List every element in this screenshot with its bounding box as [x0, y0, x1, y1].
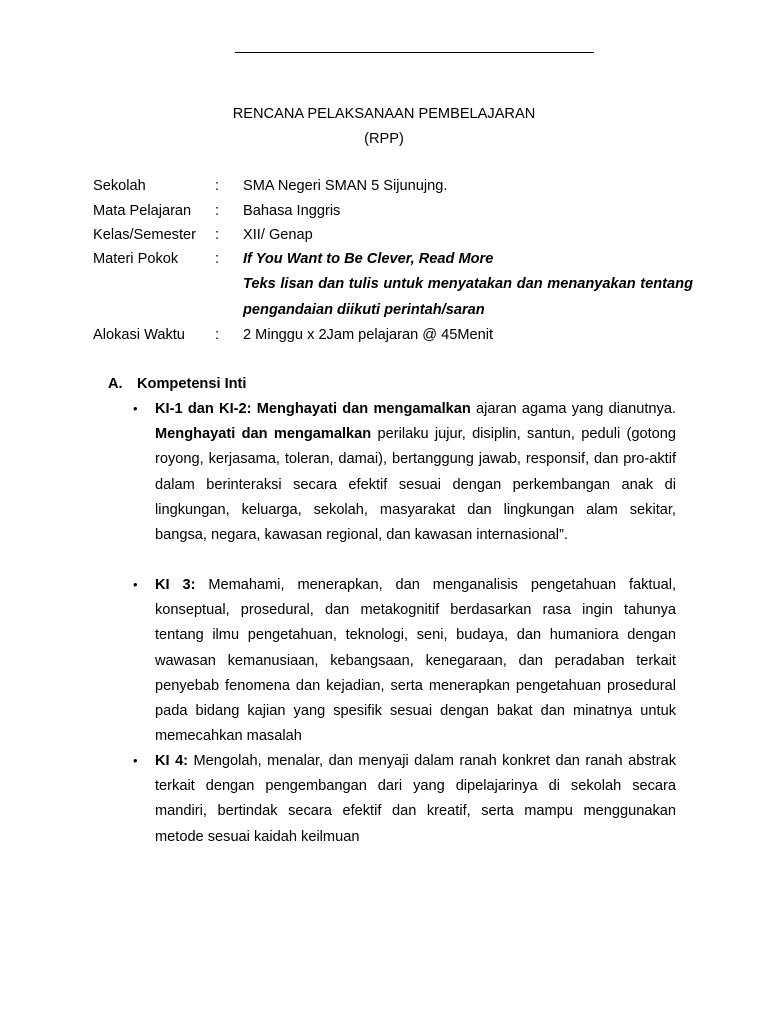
- identity-row-materi-pokok: [93, 247, 693, 272]
- identity-label: Sekolah: [93, 178, 146, 194]
- identity-label: Alokasi Waktu: [93, 327, 185, 343]
- identity-label: Kelas/Semester: [93, 227, 197, 243]
- identity-row-sekolah: [93, 174, 693, 199]
- ki-key: KI 3:: [155, 577, 196, 593]
- bullet-icon: •: [133, 577, 138, 592]
- ki-text: perilaku jujur, disiplin, santun, peduli (gotong royong, kerjasama, toleran, damai), bertanggung jawab, responsif, dan pro-aktif dalam berinteraksi secara efektif sesuai dengan perkembangan anak di lingkungan, keluarga, sekolah, masyarakat dan lingkungan alam sekitar, bangsa, negara, kawasan regional, dan kawasan internasional”.: [155, 426, 676, 544]
- identity-label: Mata Pelajaran: [93, 203, 192, 219]
- identity-colon: :: [215, 227, 220, 243]
- materi-pokok-detail: Teks lisan dan tulis untuk menyatakan dan menanyakan tentang pengandaian diikuti perintah/saran: [243, 276, 693, 318]
- identity-colon: :: [215, 251, 220, 267]
- section-a-heading: [108, 372, 246, 397]
- ki-key: KI 4:: [155, 753, 189, 769]
- identity-value: Bahasa Inggris: [243, 203, 341, 219]
- ki-key: KI-1 dan KI-2:: [155, 401, 252, 417]
- section-title: Kompetensi Inti: [137, 376, 247, 392]
- identity-colon: :: [215, 203, 220, 219]
- ki-item-3: [155, 573, 676, 749]
- identity-row-alokasi-waktu: [93, 323, 693, 348]
- ki-bold-text: Menghayati dan mengamalkan: [155, 426, 372, 443]
- identity-label: Materi Pokok: [93, 251, 179, 267]
- identity-colon: :: [215, 178, 220, 194]
- document-title: RENCANA PELAKSANAAN PEMBELAJARAN: [232, 106, 536, 122]
- identity-value: 2 Minggu x 2Jam pelajaran @ 45Menit: [243, 327, 494, 343]
- ki-text: ajaran agama yang dianutnya.: [470, 401, 676, 417]
- ki-item-4: [155, 749, 676, 850]
- section-letter: A.: [108, 376, 123, 392]
- ki-text: Memahami, menerapkan, dan menganalisis pengetahuan faktual, konseptual, prosedural, dan metakognitif berdasarkan rasa ingin tahunya tentang ilmu pengetahuan, teknologi, seni, budaya, dan humaniora dengan wawasan kemanusiaan, kebangsaan, kenegaraan, dan peradaban terkait penyebab fenomena dan kejadian, serta menerapkan pengetahuan prosedural pada bidang kajian yang spesifik sesuai dengan bakat dan minatnya untuk memecahkan masalah: [155, 577, 677, 745]
- identity-value: SMA Negeri SMAN 5 Sijunujng.: [243, 178, 448, 194]
- ki-text: Mengolah, menalar, dan menyaji dalam ranah konkret dan ranah abstrak terkait dengan pengembangan dari yang dipelajarinya di sekolah secara mandiri, bertindak secara efektif dan kreatif, serta mampu menggunakan metode sesuai kaidah keilmuan: [155, 753, 676, 845]
- identity-value: XII/ Genap: [243, 227, 313, 243]
- identity-colon: :: [215, 327, 220, 343]
- bullet-icon: •: [133, 401, 138, 416]
- identity-row-kelas-semester: [93, 223, 693, 248]
- ki-key-bold: Menghayati dan mengamalkan: [251, 401, 471, 417]
- top-rule: [235, 52, 594, 53]
- identity-row-mata-pelajaran: [93, 199, 693, 224]
- identity-value: If You Want to Be Clever, Read More: [243, 251, 494, 267]
- ki-item-1: [155, 397, 676, 548]
- bullet-icon: •: [133, 753, 138, 768]
- document-subtitle: (RPP): [364, 131, 404, 147]
